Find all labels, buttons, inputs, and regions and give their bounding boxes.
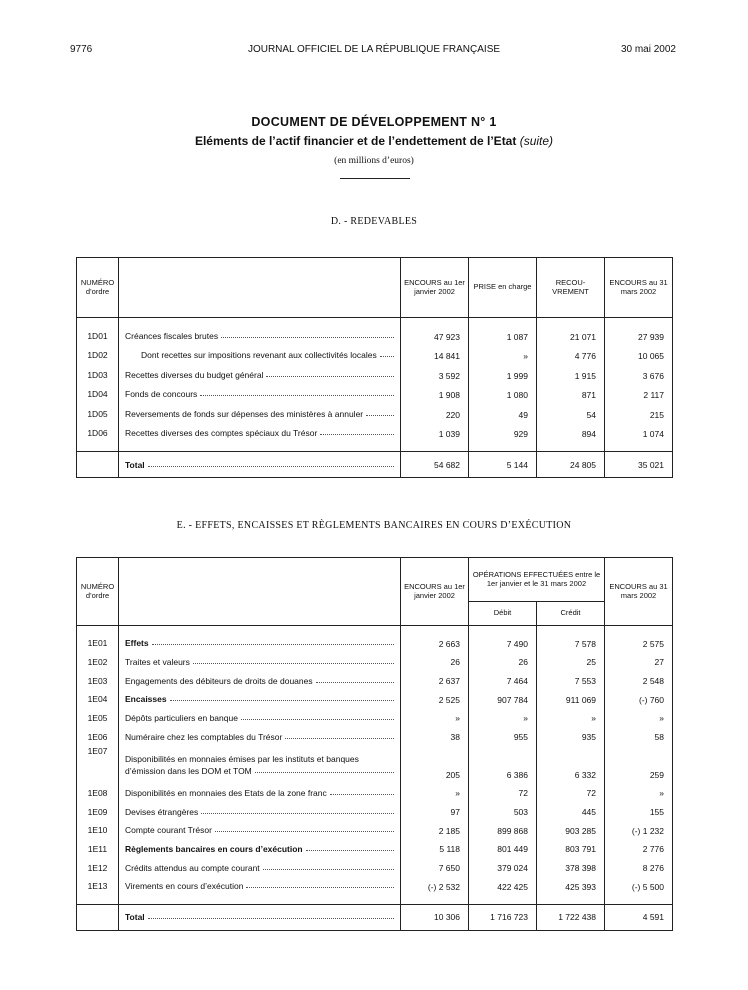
row-number: 1D03 <box>77 365 119 385</box>
row-label-text: Recettes diverses des comptes spéciaux du Trésor <box>125 428 318 439</box>
row-label <box>125 409 400 419</box>
total-c2: 1 716 723 <box>469 904 537 930</box>
row-label <box>141 350 400 360</box>
spacer-cell <box>119 896 401 905</box>
row-label <box>125 331 400 341</box>
row-label-cell <box>119 746 401 783</box>
row-label-cell <box>119 840 401 859</box>
row-number: 1E13 <box>77 877 119 896</box>
row-label-cell <box>119 784 401 803</box>
value-c2: 6 386 <box>469 746 537 783</box>
col-numero: NUMÉRO d’ordre <box>77 258 119 318</box>
row-label <box>125 881 400 891</box>
value-c1: 26 <box>401 653 469 672</box>
row-number: 1D01 <box>77 326 119 346</box>
value-c4: 2 117 <box>605 385 673 405</box>
value-c4: (-) 760 <box>605 690 673 709</box>
row-label <box>125 389 400 399</box>
table-row <box>77 784 673 803</box>
row-number: 1E06 <box>77 727 119 746</box>
leader-dots <box>246 887 394 888</box>
value-c2: 7 490 <box>469 634 537 653</box>
row-label-cell <box>119 690 401 709</box>
value-c3: 4 776 <box>537 346 605 366</box>
row-label <box>125 657 400 667</box>
value-c4: 27 <box>605 653 673 672</box>
spacer-cell <box>77 626 119 635</box>
value-c2: 907 784 <box>469 690 537 709</box>
leader-dots <box>200 395 394 396</box>
value-c4: » <box>605 709 673 728</box>
spacer-row <box>77 443 673 452</box>
value-c1: 205 <box>401 746 469 783</box>
leader-dots <box>285 738 394 739</box>
row-label <box>125 825 400 835</box>
title-rule <box>340 178 410 179</box>
table-row <box>77 404 673 424</box>
value-c1: 3 592 <box>401 365 469 385</box>
value-c4: » <box>605 784 673 803</box>
effets-table <box>76 557 673 931</box>
row-number: 1E01 <box>77 634 119 653</box>
value-c2: 899 868 <box>469 821 537 840</box>
spacer-cell <box>605 443 673 452</box>
value-c2: 1 087 <box>469 326 537 346</box>
table-row <box>77 727 673 746</box>
row-number: 1E03 <box>77 671 119 690</box>
table-row <box>77 671 673 690</box>
value-c2: 26 <box>469 653 537 672</box>
value-c3: 425 393 <box>537 877 605 896</box>
spacer-cell <box>401 318 469 327</box>
row-label-cell <box>119 385 401 405</box>
value-c2: 801 449 <box>469 840 537 859</box>
value-c1: 7 650 <box>401 858 469 877</box>
row-label <box>125 713 400 723</box>
value-c1: 38 <box>401 727 469 746</box>
total-c3: 24 805 <box>537 452 605 478</box>
col-prise: PRISE en charge <box>469 258 537 318</box>
table-row <box>77 709 673 728</box>
col-numero: NUMÉRO d’ordre <box>77 558 119 626</box>
row-number: 1E10 <box>77 821 119 840</box>
table-row <box>77 802 673 821</box>
row-label <box>125 676 400 686</box>
col-label <box>119 258 401 318</box>
table-row <box>77 653 673 672</box>
row-number: 1E05 <box>77 709 119 728</box>
spacer-cell <box>401 896 469 905</box>
value-c3: 894 <box>537 424 605 444</box>
units-note: (en millions d’euros) <box>334 156 414 166</box>
row-number: 1E07 <box>77 746 119 783</box>
col-encours-debut: ENCOURS au 1er janvier 2002 <box>401 558 469 626</box>
row-label-cell <box>119 365 401 385</box>
journal-title: JOURNAL OFFICIEL DE LA RÉPUBLIQUE FRANÇAISE <box>247 44 501 55</box>
row-label-cell <box>119 904 401 930</box>
total-c3: 1 722 438 <box>537 904 605 930</box>
row-label <box>125 807 400 817</box>
value-c3: 378 398 <box>537 858 605 877</box>
value-c2: 955 <box>469 727 537 746</box>
leader-dots <box>316 682 394 683</box>
col-recouvrement: RECOU- VREMENT <box>537 258 605 318</box>
spacer-cell <box>469 896 537 905</box>
table-row <box>77 821 673 840</box>
spacer-cell <box>605 626 673 635</box>
row-label-cell <box>119 821 401 840</box>
value-c2: 379 024 <box>469 858 537 877</box>
row-label-text: Créances fiscales brutes <box>125 330 219 341</box>
value-c1: 2 663 <box>401 634 469 653</box>
total-row <box>77 904 673 930</box>
row-label <box>125 788 400 798</box>
total-c1: 10 306 <box>401 904 469 930</box>
leader-dots <box>148 466 394 467</box>
row-label-text: Total <box>125 912 145 923</box>
col-credit: Crédit <box>537 602 605 626</box>
row-label-text: Effets <box>125 638 149 649</box>
value-c2: 503 <box>469 802 537 821</box>
col-encours-fin: ENCOURS au 31 mars 2002 <box>605 258 673 318</box>
value-c3: 6 332 <box>537 746 605 783</box>
row-number: 1D05 <box>77 404 119 424</box>
table-row <box>77 385 673 405</box>
row-number: 1E11 <box>77 840 119 859</box>
value-c1: (-) 2 532 <box>401 877 469 896</box>
row-label-text: Encaisses <box>125 694 167 705</box>
value-c3: 7 553 <box>537 671 605 690</box>
value-c2: 49 <box>469 404 537 424</box>
col-operations: OPÉRATIONS EFFECTUÉES entre le 1er janvier et le 31 mars 2002 <box>469 558 605 602</box>
col-debit: Débit <box>469 602 537 626</box>
leader-dots <box>330 794 394 795</box>
value-c1: 5 118 <box>401 840 469 859</box>
leader-dots <box>221 337 394 338</box>
value-c4: 2 776 <box>605 840 673 859</box>
spacer-row <box>77 626 673 635</box>
table-row <box>77 690 673 709</box>
total-row <box>77 452 673 478</box>
leader-dots <box>263 869 394 870</box>
value-c3: 54 <box>537 404 605 424</box>
row-label <box>125 694 400 704</box>
table-row <box>77 346 673 366</box>
table-row <box>77 634 673 653</box>
table-row <box>77 424 673 444</box>
spacer-row <box>77 896 673 905</box>
leader-dots <box>152 644 394 645</box>
value-c3: 871 <box>537 385 605 405</box>
publication-date: 30 mai 2002 <box>620 44 676 55</box>
value-c4: (-) 1 232 <box>605 821 673 840</box>
total-number-cell <box>77 452 119 478</box>
spacer-cell <box>401 626 469 635</box>
row-label-text: Virements en cours d’exécution <box>125 881 244 892</box>
spacer-cell <box>469 626 537 635</box>
leader-dots <box>266 376 394 377</box>
row-label <box>125 844 400 854</box>
value-c2: 72 <box>469 784 537 803</box>
value-c3: 72 <box>537 784 605 803</box>
value-c1: 47 923 <box>401 326 469 346</box>
row-number: 1E04 <box>77 690 119 709</box>
value-c3: 445 <box>537 802 605 821</box>
row-label-text: Dont recettes sur impositions revenant aux collectivités locales <box>141 350 377 361</box>
spacer-cell <box>469 318 537 327</box>
value-c1: » <box>401 709 469 728</box>
value-c3: 903 285 <box>537 821 605 840</box>
row-number: 1D02 <box>77 346 119 366</box>
row-number: 1D06 <box>77 424 119 444</box>
row-label-cell <box>119 653 401 672</box>
value-c3: » <box>537 709 605 728</box>
value-c4: 215 <box>605 404 673 424</box>
value-c4: 1 074 <box>605 424 673 444</box>
value-c1: 2 525 <box>401 690 469 709</box>
row-label-line1: Disponibilités en monnaies émises par les instituts et banques <box>125 754 359 765</box>
row-label-cell <box>119 346 401 366</box>
spacer-cell <box>77 443 119 452</box>
spacer-cell <box>537 626 605 635</box>
leader-dots <box>241 719 394 720</box>
row-label-cell <box>119 634 401 653</box>
leader-dots <box>148 918 394 919</box>
table-row <box>77 877 673 896</box>
col-label <box>119 558 401 626</box>
value-c2: 7 464 <box>469 671 537 690</box>
table-row <box>77 326 673 346</box>
table-row <box>77 365 673 385</box>
row-label-cell <box>119 452 401 478</box>
row-label <box>125 766 400 776</box>
spacer-cell <box>119 443 401 452</box>
value-c1: 1 039 <box>401 424 469 444</box>
row-label <box>125 863 400 873</box>
row-label-text: Total <box>125 459 145 470</box>
spacer-cell <box>537 318 605 327</box>
value-c3: 21 071 <box>537 326 605 346</box>
value-c4: 2 548 <box>605 671 673 690</box>
value-c3: 803 791 <box>537 840 605 859</box>
spacer-cell <box>469 443 537 452</box>
row-label <box>125 428 400 438</box>
value-c2: » <box>469 346 537 366</box>
total-c2: 5 144 <box>469 452 537 478</box>
subtitle-suffix: (suite) <box>519 134 554 148</box>
row-label-text: Fonds de concours <box>125 389 198 400</box>
row-label-text: Numéraire chez les comptables du Trésor <box>125 731 283 742</box>
row-label-text: Crédits attendus au compte courant <box>125 862 260 873</box>
row-label-cell <box>119 404 401 424</box>
subtitle-text: Eléments de l’actif financier et de l’endettement de l’Etat <box>194 134 517 148</box>
leader-dots <box>193 663 394 664</box>
value-c1: 2 185 <box>401 821 469 840</box>
value-c4: 155 <box>605 802 673 821</box>
value-c2: 1 999 <box>469 365 537 385</box>
row-number: 1E09 <box>77 802 119 821</box>
total-c4: 35 021 <box>605 452 673 478</box>
leader-dots <box>201 813 394 814</box>
row-label <box>125 370 400 380</box>
value-c1: 97 <box>401 802 469 821</box>
row-label-text: Compte courant Trésor <box>125 825 212 836</box>
value-c4: 3 676 <box>605 365 673 385</box>
total-c4: 4 591 <box>605 904 673 930</box>
page-number: 9776 <box>70 44 93 55</box>
value-c3: 911 069 <box>537 690 605 709</box>
value-c3: 935 <box>537 727 605 746</box>
row-label-text: Engagements des débiteurs de droits de douanes <box>125 675 313 686</box>
total-number-cell <box>77 904 119 930</box>
value-c1: 220 <box>401 404 469 424</box>
value-c3: 1 915 <box>537 365 605 385</box>
document-subtitle <box>0 134 748 148</box>
value-c4: 2 575 <box>605 634 673 653</box>
spacer-cell <box>605 896 673 905</box>
spacer-cell <box>119 318 401 327</box>
row-label-text: d’émission dans les DOM et TOM <box>125 766 252 777</box>
row-label-cell <box>119 802 401 821</box>
row-label-text: Devises étrangères <box>125 806 199 817</box>
value-c4: 8 276 <box>605 858 673 877</box>
spacer-cell <box>537 443 605 452</box>
redevables-table <box>76 257 673 478</box>
row-label-cell <box>119 326 401 346</box>
row-label-cell <box>119 424 401 444</box>
row-label <box>125 732 400 742</box>
value-c2: 929 <box>469 424 537 444</box>
table-row <box>77 746 673 783</box>
row-number: 1E08 <box>77 784 119 803</box>
leader-dots <box>306 850 394 851</box>
table-row <box>77 840 673 859</box>
spacer-cell <box>77 896 119 905</box>
value-c1: 14 841 <box>401 346 469 366</box>
leader-dots <box>366 415 394 416</box>
value-c1: » <box>401 784 469 803</box>
value-c4: 259 <box>605 746 673 783</box>
spacer-cell <box>77 318 119 327</box>
leader-dots <box>320 434 394 435</box>
leader-dots <box>170 700 394 701</box>
spacer-cell <box>119 626 401 635</box>
col-encours-fin: ENCOURS au 31 mars 2002 <box>605 558 673 626</box>
value-c3: 7 578 <box>537 634 605 653</box>
section-d-heading: D. - REDEVABLES <box>330 216 418 227</box>
value-c4: (-) 5 500 <box>605 877 673 896</box>
row-label-text: Règlements bancaires en cours d’exécution <box>125 843 303 854</box>
table-row <box>77 858 673 877</box>
row-label <box>125 638 400 648</box>
total-c1: 54 682 <box>401 452 469 478</box>
row-label-cell <box>119 727 401 746</box>
row-label-cell <box>119 858 401 877</box>
row-number: 1D04 <box>77 385 119 405</box>
row-label-cell <box>119 709 401 728</box>
value-c2: 422 425 <box>469 877 537 896</box>
value-c4: 58 <box>605 727 673 746</box>
row-label-text: Recettes diverses du budget général <box>125 369 264 380</box>
row-label-cell <box>119 671 401 690</box>
value-c1: 1 908 <box>401 385 469 405</box>
value-c2: 1 080 <box>469 385 537 405</box>
spacer-cell <box>537 896 605 905</box>
document-title: DOCUMENT DE DÉVELOPPEMENT N° 1 <box>251 115 497 129</box>
section-e-heading: E. - EFFETS, ENCAISSES ET RÈGLEMENTS BANCAIRES EN COURS D’EXÉCUTION <box>176 520 572 531</box>
leader-dots <box>255 772 394 773</box>
row-label-text: Reversements de fonds sur dépenses des ministères à annuler <box>125 408 364 419</box>
leader-dots <box>215 831 394 832</box>
row-label-text: Traites et valeurs <box>125 657 190 668</box>
row-number: 1E12 <box>77 858 119 877</box>
value-c3: 25 <box>537 653 605 672</box>
row-number: 1E02 <box>77 653 119 672</box>
value-c4: 10 065 <box>605 346 673 366</box>
spacer-cell <box>605 318 673 327</box>
leader-dots <box>380 356 394 357</box>
spacer-row <box>77 318 673 327</box>
row-label-text: Dépôts particuliers en banque <box>125 713 238 724</box>
value-c2: » <box>469 709 537 728</box>
col-encours-debut: ENCOURS au 1er janvier 2002 <box>401 258 469 318</box>
row-label-cell <box>119 877 401 896</box>
value-c4: 27 939 <box>605 326 673 346</box>
value-c1: 2 637 <box>401 671 469 690</box>
row-label <box>125 912 400 922</box>
spacer-cell <box>401 443 469 452</box>
row-label <box>125 460 400 470</box>
row-label-text: Disponibilités en monnaies des Etats de la zone franc <box>125 787 327 798</box>
